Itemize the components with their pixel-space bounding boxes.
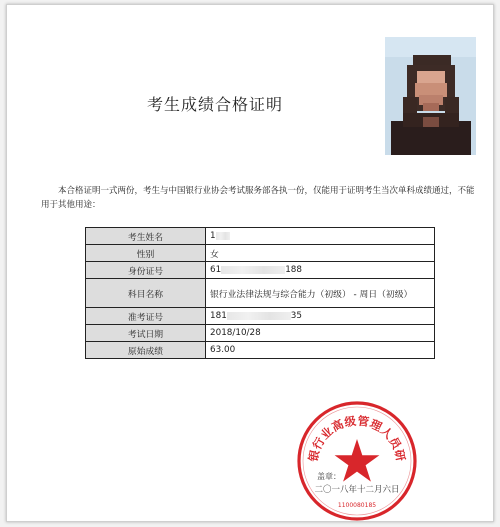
field-value: 银行业法律法规与综合能力（初级） - 周日（初级） (206, 279, 435, 308)
seal-label: 盖章： (317, 472, 341, 481)
field-label: 准考证号 (86, 308, 206, 325)
official-seal (295, 399, 419, 523)
redaction-mask (227, 312, 291, 320)
field-value (206, 308, 435, 325)
field-label: 性别 (86, 245, 206, 262)
field-label: 原始成绩 (86, 342, 206, 359)
redaction-mask (216, 232, 230, 240)
candidate-photo (385, 37, 476, 155)
field-value: 女 (206, 245, 435, 262)
field-value (206, 262, 435, 279)
certificate-title: 考生成绩合格证明 (147, 95, 284, 114)
table-row (86, 342, 435, 359)
issue-date: 二〇一八年十二月六日 (314, 485, 400, 495)
seal-ring-text: 银行业高级管理人员研 (305, 413, 409, 463)
certificate-page (6, 4, 494, 522)
field-value: 63.00 (206, 342, 435, 359)
field-label: 科目名称 (86, 279, 206, 308)
field-label: 考生姓名 (86, 228, 206, 245)
table-row (86, 325, 435, 342)
id-number-prefix: 61 (210, 265, 222, 275)
id-number-suffix: 188 (285, 265, 302, 275)
candidate-name-visible: 1 (210, 231, 216, 241)
exam-number-prefix: 181 (210, 311, 227, 321)
exam-number-suffix: 35 (290, 311, 302, 321)
seal-code: 1100080185 (337, 502, 377, 509)
certificate-intro: 本合格证明一式两份，考生与中国银行业协会考试服务部各执一份，仅能用于证明考生当次单科成绩通过，不能用于其他用途： (41, 186, 475, 210)
field-label: 考试日期 (86, 325, 206, 342)
candidate-info-table (85, 227, 435, 359)
seal-star (335, 439, 380, 482)
table-row (86, 262, 435, 279)
redaction-mask (221, 266, 285, 274)
table-row (86, 308, 435, 325)
table-row (86, 279, 435, 308)
table-row (86, 245, 435, 262)
table-row (86, 228, 435, 245)
field-value (206, 228, 435, 245)
field-value: 2018/10/28 (206, 325, 435, 342)
field-label: 身份证号 (86, 262, 206, 279)
